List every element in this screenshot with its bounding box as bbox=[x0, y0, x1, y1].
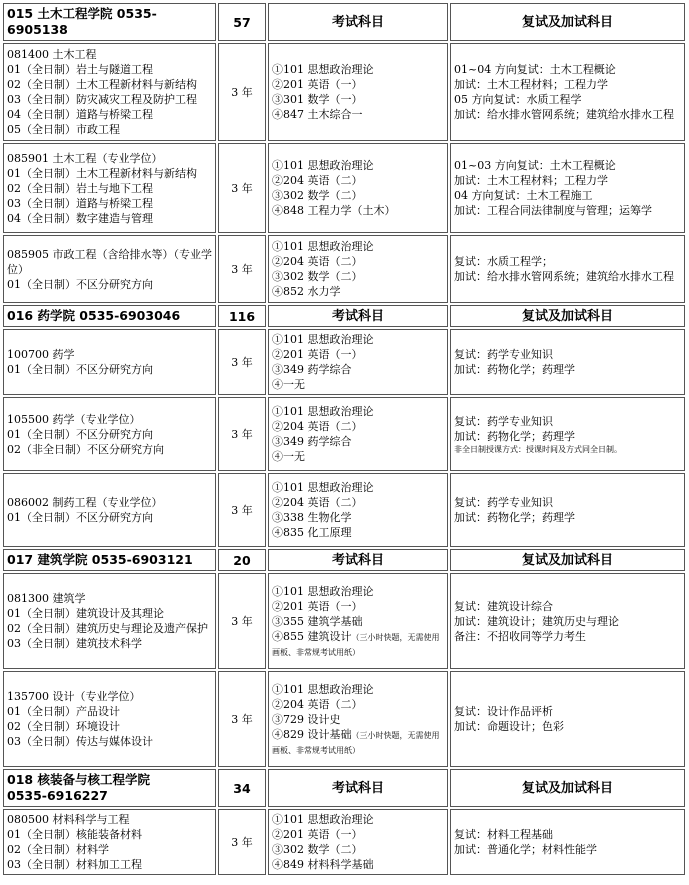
program-cell bbox=[3, 809, 216, 875]
text-line: ④855 建筑设计（三小时快题，无需使用画板、非常规考试用纸） bbox=[272, 629, 440, 657]
retest-subjects-cell bbox=[450, 809, 685, 875]
text-line: 081400 土木工程 bbox=[7, 48, 97, 61]
enrollment-count: 57 bbox=[218, 3, 266, 41]
exam-subjects-cell bbox=[268, 397, 448, 471]
study-years: 3 年 bbox=[218, 671, 266, 767]
text-line: 加试：土木工程材料；工程力学 bbox=[454, 78, 608, 91]
text-line: 加试：命题设计；色彩 bbox=[454, 720, 564, 733]
text-line: ③349 药学综合 bbox=[272, 435, 352, 448]
exam-subjects-cell bbox=[268, 43, 448, 141]
text-line: 复试：水质工程学； bbox=[454, 255, 553, 268]
retest-subjects-cell bbox=[450, 397, 685, 471]
text-line: 100700 药学 bbox=[7, 348, 75, 361]
program-row bbox=[3, 143, 685, 233]
text-line: 加试：给水排水管网系统；建筑给水排水工程 bbox=[454, 108, 674, 121]
text-line: ③302 数学（二） bbox=[272, 270, 363, 283]
retest-subjects-cell bbox=[450, 43, 685, 141]
study-years: 3 年 bbox=[218, 473, 266, 547]
text-line: 03（全日制）道路与桥梁工程 bbox=[7, 196, 153, 210]
text-line: 018 核装备与核工程学院 bbox=[7, 772, 150, 787]
text-line: ③355 建筑学基础 bbox=[272, 614, 363, 628]
retest-subjects-header: 复试及加试科目 bbox=[450, 305, 685, 327]
text-line: 03（全日制）传达与媒体设计 bbox=[7, 735, 153, 748]
program-cell bbox=[3, 143, 216, 233]
retest-subjects-header: 复试及加试科目 bbox=[450, 549, 685, 571]
text-line: 01（全日制）土木工程新材料与新结构 bbox=[7, 166, 197, 180]
text-line: 085901 土木工程（专业学位） bbox=[7, 151, 163, 165]
text-line: ③338 生物化学 bbox=[272, 511, 352, 524]
enrollment-count: 116 bbox=[218, 305, 266, 327]
text-line: 01（全日制）产品设计 bbox=[7, 705, 120, 718]
text-line: 加试：工程合同法律制度与管理；运筹学 bbox=[454, 204, 652, 217]
exam-subjects-header: 考试科目 bbox=[268, 769, 448, 807]
text-line: 01（全日制）不区分研究方向 bbox=[7, 427, 153, 441]
text-line: 016 药学院 0535-6903046 bbox=[7, 308, 181, 323]
text-line: ③349 药学综合 bbox=[272, 363, 352, 376]
text-line: ④849 材料科学基础 bbox=[272, 858, 374, 871]
text-line: ①101 思想政治理论 bbox=[272, 63, 374, 76]
text-line: 02（非全日制）不区分研究方向 bbox=[7, 442, 164, 456]
text-line: 05 方向复试：水质工程学 bbox=[454, 93, 582, 106]
text-line: ③301 数学（一） bbox=[272, 93, 363, 106]
text-line: ④一无 bbox=[272, 450, 305, 463]
text-line: ②201 英语（一） bbox=[272, 599, 363, 613]
exam-note: （三小时快题，无需使用画板、非常规考试用纸） bbox=[272, 730, 440, 755]
text-line: 03（全日制）材料加工工程 bbox=[7, 858, 142, 871]
text-line: 086002 制药工程（专业学位） bbox=[7, 496, 163, 509]
text-line: ③302 数学（二） bbox=[272, 843, 363, 856]
study-years: 3 年 bbox=[218, 809, 266, 875]
retest-subjects-cell bbox=[450, 573, 685, 669]
text-line: 加试：普通化学；材料性能学 bbox=[454, 843, 597, 856]
exam-subjects-cell bbox=[268, 235, 448, 303]
text-line: 加试：土木工程材料；工程力学 bbox=[454, 174, 608, 187]
text-line: ②204 英语（二） bbox=[272, 697, 363, 711]
program-row bbox=[3, 573, 685, 669]
text-line: 02（全日制）建筑历史与理论及遗产保护 bbox=[7, 622, 208, 635]
text-line: 复试：设计作品评析 bbox=[454, 705, 553, 718]
text-line: 04 方向复试：土木工程施工 bbox=[454, 189, 593, 202]
exam-subjects-cell bbox=[268, 809, 448, 875]
text-line: ②204 英语（二） bbox=[272, 420, 363, 433]
text-line: 01~04 方向复试：土木工程概论 bbox=[454, 63, 616, 76]
retest-note: 非全日制授课方式：授课时间及方式同全日制。 bbox=[454, 444, 622, 454]
text-line: 复试：药学专业知识 bbox=[454, 414, 553, 428]
text-line: ①101 思想政治理论 bbox=[272, 333, 374, 346]
text-line: 080500 材料科学与工程 bbox=[7, 813, 130, 826]
exam-subjects-cell bbox=[268, 671, 448, 767]
text-line: 加试：给水排水管网系统；建筑给水排水工程 bbox=[454, 270, 674, 283]
text-line: 加试：药物化学；药理学 bbox=[454, 363, 575, 376]
text-line: 复试：药学专业知识 bbox=[454, 496, 553, 509]
enrollment-count: 20 bbox=[218, 549, 266, 571]
study-years: 3 年 bbox=[218, 235, 266, 303]
college-name bbox=[3, 549, 216, 571]
text-line: 01~03 方向复试：土木工程概论 bbox=[454, 159, 616, 172]
text-line: 04（全日制）数字建造与管理 bbox=[7, 211, 153, 225]
text-line: 备注：不招收同等学力考生 bbox=[454, 629, 586, 643]
retest-subjects-cell bbox=[450, 143, 685, 233]
exam-note: （三小时快题，无需使用画板、非常规考试用纸） bbox=[272, 632, 440, 657]
text-line: ①101 思想政治理论 bbox=[272, 240, 374, 253]
retest-subjects-header: 复试及加试科目 bbox=[450, 3, 685, 41]
text-line: 05（全日制）市政工程 bbox=[7, 123, 120, 136]
retest-subjects-header: 复试及加试科目 bbox=[450, 769, 685, 807]
text-line: 01（全日制）不区分研究方向 bbox=[7, 363, 153, 376]
text-line: 复试：材料工程基础 bbox=[454, 828, 553, 841]
text-line: 085905 市政工程（含给排水等）（专业学位） bbox=[7, 247, 212, 276]
college-header-row bbox=[3, 305, 685, 327]
text-line: 加试：建筑设计；建筑历史与理论 bbox=[454, 614, 619, 628]
program-cell bbox=[3, 671, 216, 767]
program-cell bbox=[3, 329, 216, 395]
study-years: 3 年 bbox=[218, 329, 266, 395]
text-line: 015 土木工程学院 0535-6905138 bbox=[7, 6, 157, 37]
text-line: 02（全日制）土木工程新材料与新结构 bbox=[7, 78, 197, 91]
text-line: 加试：药物化学；药理学 bbox=[454, 429, 575, 443]
text-line: 01（全日制）岩土与隧道工程 bbox=[7, 63, 153, 76]
text-line: ③302 数学（二） bbox=[272, 189, 363, 202]
text-line: 04（全日制）道路与桥梁工程 bbox=[7, 108, 153, 121]
retest-subjects-cell bbox=[450, 235, 685, 303]
retest-subjects-cell bbox=[450, 329, 685, 395]
study-years: 3 年 bbox=[218, 397, 266, 471]
text-line: ①101 思想政治理论 bbox=[272, 405, 374, 418]
text-line: ①101 思想政治理论 bbox=[272, 813, 374, 826]
text-line: 03（全日制）防灾减灾工程及防护工程 bbox=[7, 93, 197, 106]
program-cell bbox=[3, 43, 216, 141]
exam-subjects-cell bbox=[268, 573, 448, 669]
college-name bbox=[3, 3, 216, 41]
exam-subjects-cell bbox=[268, 329, 448, 395]
exam-subjects-header: 考试科目 bbox=[268, 3, 448, 41]
text-line: 01（全日制）建筑设计及其理论 bbox=[7, 607, 164, 620]
college-header-row bbox=[3, 549, 685, 571]
enrollment-count: 34 bbox=[218, 769, 266, 807]
text-line: ④一无 bbox=[272, 378, 305, 391]
text-line: ②201 英语（一） bbox=[272, 828, 363, 841]
text-line: 01（全日制）核能装备材料 bbox=[7, 828, 142, 841]
program-cell bbox=[3, 235, 216, 303]
exam-subjects-cell bbox=[268, 473, 448, 547]
text-line: ①101 思想政治理论 bbox=[272, 584, 374, 598]
program-row bbox=[3, 43, 685, 141]
text-line: 02（全日制）环境设计 bbox=[7, 720, 120, 733]
text-line: 03（全日制）建筑技术科学 bbox=[7, 637, 142, 650]
text-line: ②201 英语（一） bbox=[272, 78, 363, 91]
study-years: 3 年 bbox=[218, 573, 266, 669]
program-row bbox=[3, 671, 685, 767]
program-row bbox=[3, 329, 685, 395]
college-header-row bbox=[3, 3, 685, 41]
text-line: ④835 化工原理 bbox=[272, 526, 352, 539]
program-row bbox=[3, 397, 685, 471]
text-line: 02（全日制）材料学 bbox=[7, 843, 109, 856]
text-line: ①101 思想政治理论 bbox=[272, 682, 374, 696]
text-line: ④829 设计基础（三小时快题，无需使用画板、非常规考试用纸） bbox=[272, 727, 440, 755]
study-years: 3 年 bbox=[218, 43, 266, 141]
program-row bbox=[3, 473, 685, 547]
text-line: ①101 思想政治理论 bbox=[272, 159, 374, 172]
text-line: 017 建筑学院 0535-6903121 bbox=[7, 552, 193, 567]
text-line: 0535-6916227 bbox=[7, 788, 108, 803]
text-line: 复试：药学专业知识 bbox=[454, 348, 553, 361]
text-line: ④852 水力学 bbox=[272, 285, 341, 298]
college-name bbox=[3, 769, 216, 807]
program-cell bbox=[3, 473, 216, 547]
retest-subjects-cell bbox=[450, 671, 685, 767]
text-line: ②201 英语（一） bbox=[272, 348, 363, 361]
text-line: 01（全日制）不区分研究方向 bbox=[7, 277, 153, 291]
exam-subjects-cell bbox=[268, 143, 448, 233]
program-cell bbox=[3, 397, 216, 471]
retest-subjects-cell bbox=[450, 473, 685, 547]
text-line: 081300 建筑学 bbox=[7, 592, 86, 605]
text-line: ③729 设计史 bbox=[272, 712, 341, 726]
text-line: 135700 设计（专业学位） bbox=[7, 690, 141, 703]
study-years: 3 年 bbox=[218, 143, 266, 233]
text-line: ④848 工程力学（土木） bbox=[272, 204, 396, 217]
text-line: 加试：药物化学；药理学 bbox=[454, 511, 575, 524]
text-line: 01（全日制）不区分研究方向 bbox=[7, 511, 153, 524]
exam-subjects-header: 考试科目 bbox=[268, 549, 448, 571]
exam-subjects-header: 考试科目 bbox=[268, 305, 448, 327]
college-name bbox=[3, 305, 216, 327]
program-cell bbox=[3, 573, 216, 669]
text-line: 02（全日制）岩土与地下工程 bbox=[7, 181, 153, 195]
program-row bbox=[3, 235, 685, 303]
text-line: 复试：建筑设计综合 bbox=[454, 599, 553, 613]
text-line: ②204 英语（二） bbox=[272, 496, 363, 509]
program-row bbox=[3, 809, 685, 875]
text-line: ④847 土木综合一 bbox=[272, 108, 363, 121]
text-line: ②204 英语（二） bbox=[272, 174, 363, 187]
text-line: ①101 思想政治理论 bbox=[272, 481, 374, 494]
college-header-row bbox=[3, 769, 685, 807]
text-line: ②204 英语（二） bbox=[272, 255, 363, 268]
admissions-table bbox=[1, 1, 687, 877]
text-line: 105500 药学（专业学位） bbox=[7, 412, 141, 426]
